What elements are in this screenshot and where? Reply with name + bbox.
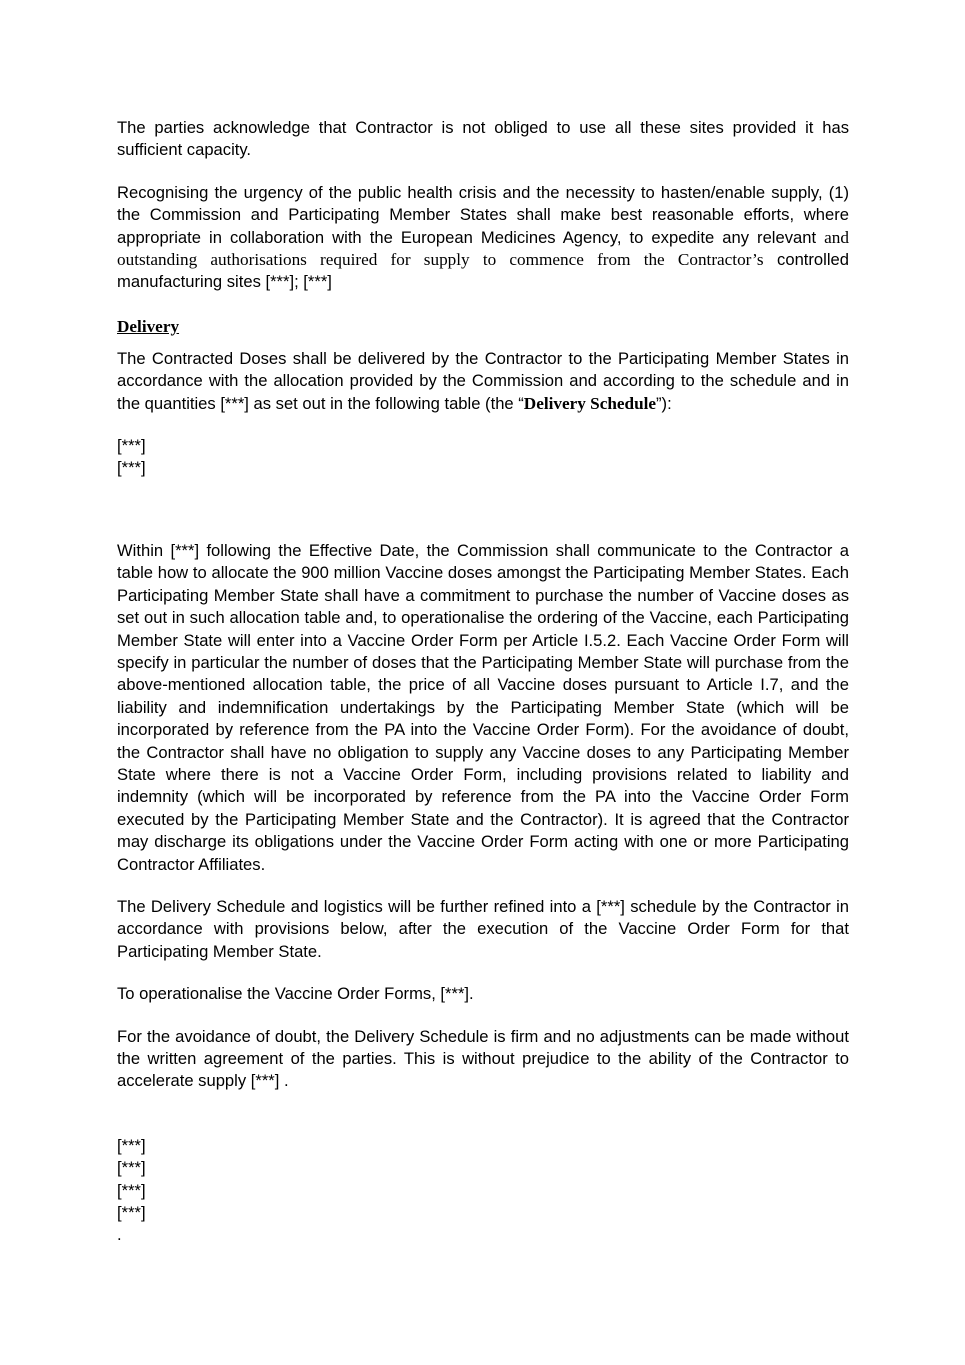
paragraph-urgency-text-b: and outstanding authorisations required for supply to commence from the Contractor’s (117, 227, 849, 270)
redacted-line: [***] (117, 458, 146, 478)
paragraph-operationalise: To operationalise the Vaccine Order Forms, [***]. (117, 984, 474, 1004)
paragraph-delivery-text-b: ”): (656, 393, 672, 413)
redacted-line: [***] (117, 1158, 146, 1178)
redacted-line: [***] (117, 1135, 146, 1155)
redacted-line: [***] (117, 1203, 146, 1223)
document-page (117, 117, 849, 1247)
redacted-line: [***] (117, 1180, 146, 1200)
paragraph-within: Within [***] following the Effective Date, the Commission shall communicate to the Contractor a table how to allocate the 900 million Vaccine doses amongst the Participating Member States. Each Participating Member State shall have a commitment to purchase the number of Vaccine doses as set out in such allocation table and, to operationalise the ordering of the Vaccine, each Participating Member State will enter into a Vaccine Order Form per Article I.5.2. Each Vaccine Order Form will specify in particular the number of doses that the Participating Member State will purchase from the above-mentioned allocation table, the price of all Vaccine doses pursuant to Article I.7, and the liability and indemnification undertakings by the Participating Member State (which will be incorporated by reference from the PA into the Vaccine Order Form). For the avoidance of doubt, the Contractor shall have no obligation to supply any Vaccine doses to any Participating Member State where there is not a Vaccine Order Form, including provisions related to liability and indemnity (which will be incorporated by reference from the PA into the Vaccine Order Form executed by the Participating Member State and the Contractor). It is agreed that the Contractor may discharge its obligations under the Vaccine Order Form acting with one or more Participating Contractor Affiliates. (117, 540, 849, 874)
paragraph-urgency (117, 182, 849, 294)
paragraph-sites: The parties acknowledge that Contractor is not obliged to use all these sites provided it has sufficient capacity. (117, 118, 849, 160)
paragraph-delivery-text-a: The Contracted Doses shall be delivered by the Contractor to the Participating Member States in accordance with the allocation provided by the Commission and according to the schedule and in the quantities [***] as set out in the following table (the “ (117, 348, 849, 413)
section-heading-delivery: Delivery (117, 316, 180, 336)
paragraph-urgency-text-c: controlled manufacturing sites [***]; [***] (117, 250, 849, 292)
paragraph-delivery (117, 348, 849, 415)
redacted-block-1 (117, 435, 849, 480)
paragraph-refined: The Delivery Schedule and logistics will be further refined into a [***] schedule by the Contractor in accordance with provisions below, after the execution of the Vaccine Order Form for that Participating Member State. (117, 896, 849, 961)
redacted-block-2 (117, 1135, 849, 1247)
paragraph-urgency-text-a: Recognising the urgency of the public health crisis and the necessity to hasten/enable supply, (1) the Commission and Participating Member States shall make best reasonable efforts, where appropriate in collaboration with the European Medicines Agency, to expedite any relevant (117, 182, 849, 247)
delivery-schedule-term: Delivery Schedule (523, 393, 657, 413)
redacted-line: [***] (117, 436, 146, 456)
paragraph-avoidance: For the avoidance of doubt, the Delivery Schedule is firm and no adjustments can be made without the written agreement of the parties. This is without prejudice to the ability of the Contractor to accelerate supply [***] . (117, 1026, 849, 1091)
trailing-period: . (117, 1225, 122, 1245)
